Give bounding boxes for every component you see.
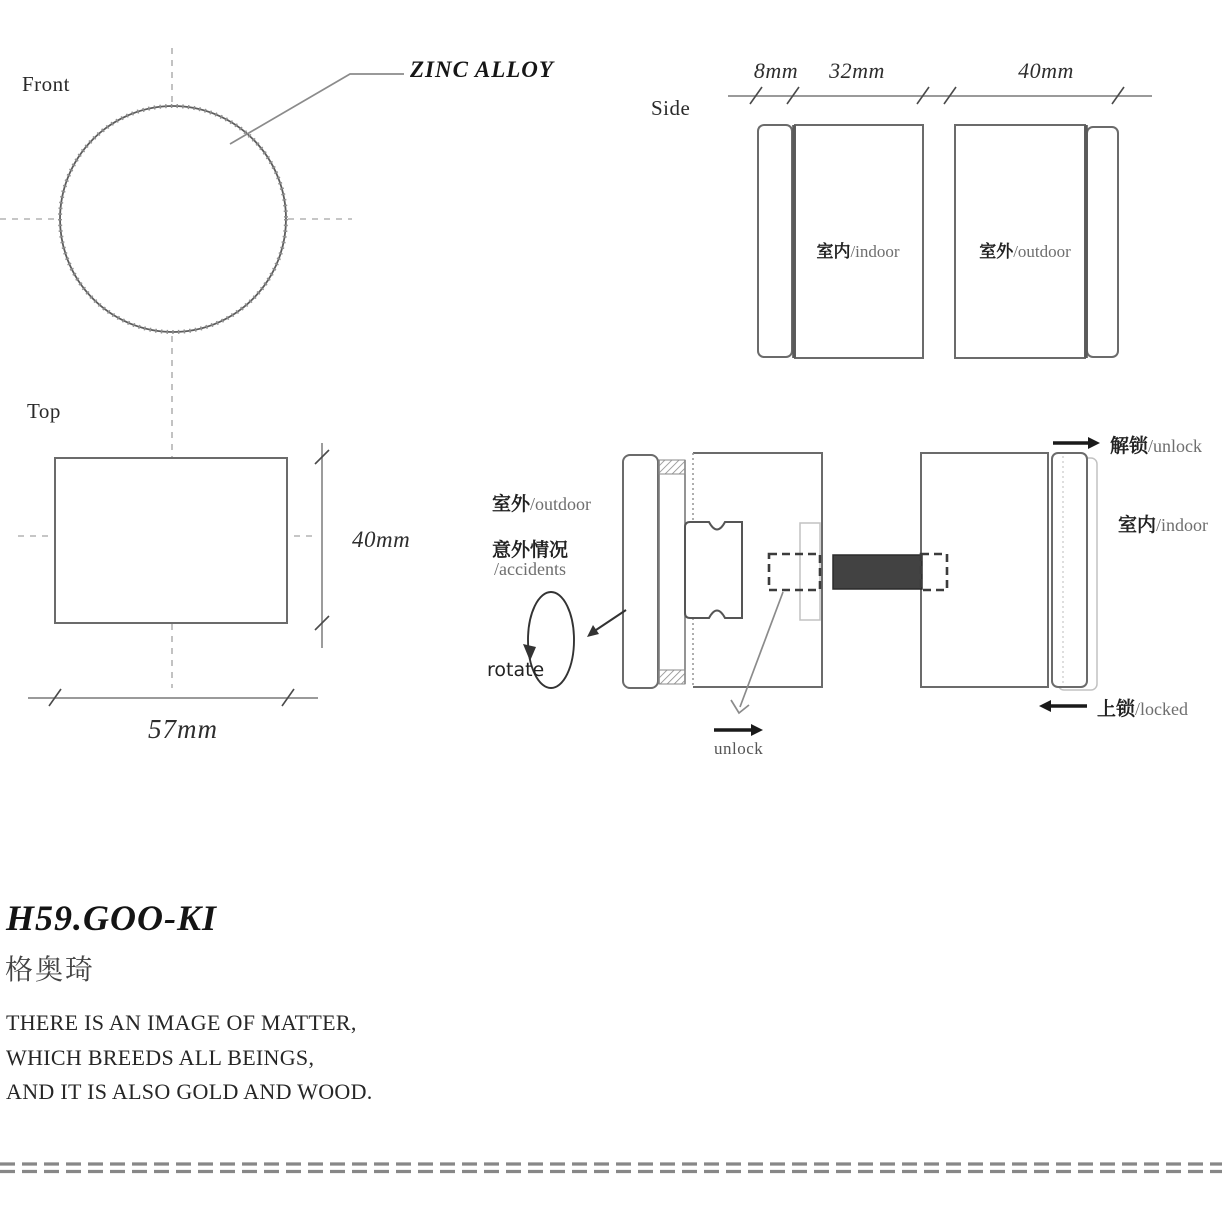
outdoor-knob-cap-side — [1087, 127, 1118, 357]
mech-locked-latin: /locked — [1135, 699, 1188, 719]
mech-unlock-latin: /unlock — [1148, 436, 1203, 456]
mech-accidents-cjk: 意外情况 — [492, 539, 569, 561]
clutch-cam — [685, 522, 742, 618]
unlock-arrowhead — [1088, 437, 1100, 449]
outdoor-knob-plate — [623, 455, 658, 688]
unlock-small-label: unlock — [714, 739, 764, 758]
top-view-label: Top — [27, 399, 61, 423]
mech-accidents-latin-label — [494, 559, 566, 580]
knob-top-outline — [55, 458, 287, 623]
mechanism-drawing — [523, 437, 1100, 736]
material-label: ZINC ALLOY — [410, 57, 554, 82]
top-height-dim-label: 40mm — [352, 527, 411, 552]
side-outdoor-cjk: 室外 — [979, 242, 1014, 262]
side-outdoor-label — [979, 237, 1071, 262]
tagline-line: AND IT IS ALSO GOLD AND WOOD. — [6, 1079, 373, 1104]
mech-accidents-cjk-label — [492, 535, 568, 562]
indoor-knob-cap-side — [758, 125, 792, 357]
tagline-line: THERE IS AN IMAGE OF MATTER, — [6, 1010, 357, 1035]
rotate-pointer-line — [593, 610, 626, 632]
product-model: H59.GOO-KI — [6, 898, 218, 938]
side-indoor-cjk: 室内 — [816, 242, 851, 262]
footer-divider — [0, 1164, 1222, 1172]
material-leader-line — [230, 74, 404, 144]
indoor-knob-plate — [921, 453, 1048, 687]
mech-locked-label — [1097, 694, 1188, 721]
side-outdoor-latin: /outdoor — [1013, 242, 1071, 261]
top-width-dim-label: 57mm — [148, 714, 218, 744]
unlock-direction-arrowhead — [751, 724, 763, 736]
side-outdoor-dim-label: 40mm — [1018, 58, 1074, 83]
locked-arrowhead — [1039, 700, 1051, 712]
tagline-line: WHICH BREEDS ALL BEINGS, — [6, 1044, 315, 1070]
side-view-drawing — [728, 87, 1152, 358]
knurl-band-bottom — [659, 670, 685, 684]
knurl-band-top — [659, 460, 685, 474]
rotate-label: rotate — [487, 659, 545, 681]
mech-unlock-label — [1110, 431, 1202, 458]
mech-indoor-latin: /indoor — [1156, 515, 1209, 535]
rotate-pointer-head — [587, 625, 599, 637]
side-body-dim-label: 32mm — [829, 58, 885, 83]
mech-accidents-latin: /accidents — [494, 559, 566, 579]
product-name-cjk: 格奥琦 — [5, 953, 96, 986]
side-cap-dim-label: 8mm — [753, 58, 799, 83]
mech-outdoor-label — [492, 489, 591, 516]
mech-outdoor-cjk: 室外 — [492, 493, 531, 515]
mech-indoor-label — [1118, 510, 1208, 537]
mech-indoor-cjk: 室内 — [1118, 514, 1157, 536]
mech-locked-cjk: 上锁 — [1097, 698, 1136, 720]
side-indoor-label — [816, 237, 899, 262]
side-indoor-latin: /indoor — [850, 242, 900, 261]
mech-unlock-cjk: 解锁 — [1110, 435, 1149, 457]
knob-front-circle — [60, 106, 286, 332]
side-view-label: Side — [651, 96, 691, 120]
thumbturn-strip — [1052, 453, 1087, 687]
product-tagline — [6, 1006, 373, 1110]
front-view-label: Front — [22, 72, 71, 96]
mech-outdoor-latin: /outdoor — [530, 494, 592, 514]
lock-bolt — [833, 555, 922, 589]
top-view-drawing — [18, 443, 329, 706]
